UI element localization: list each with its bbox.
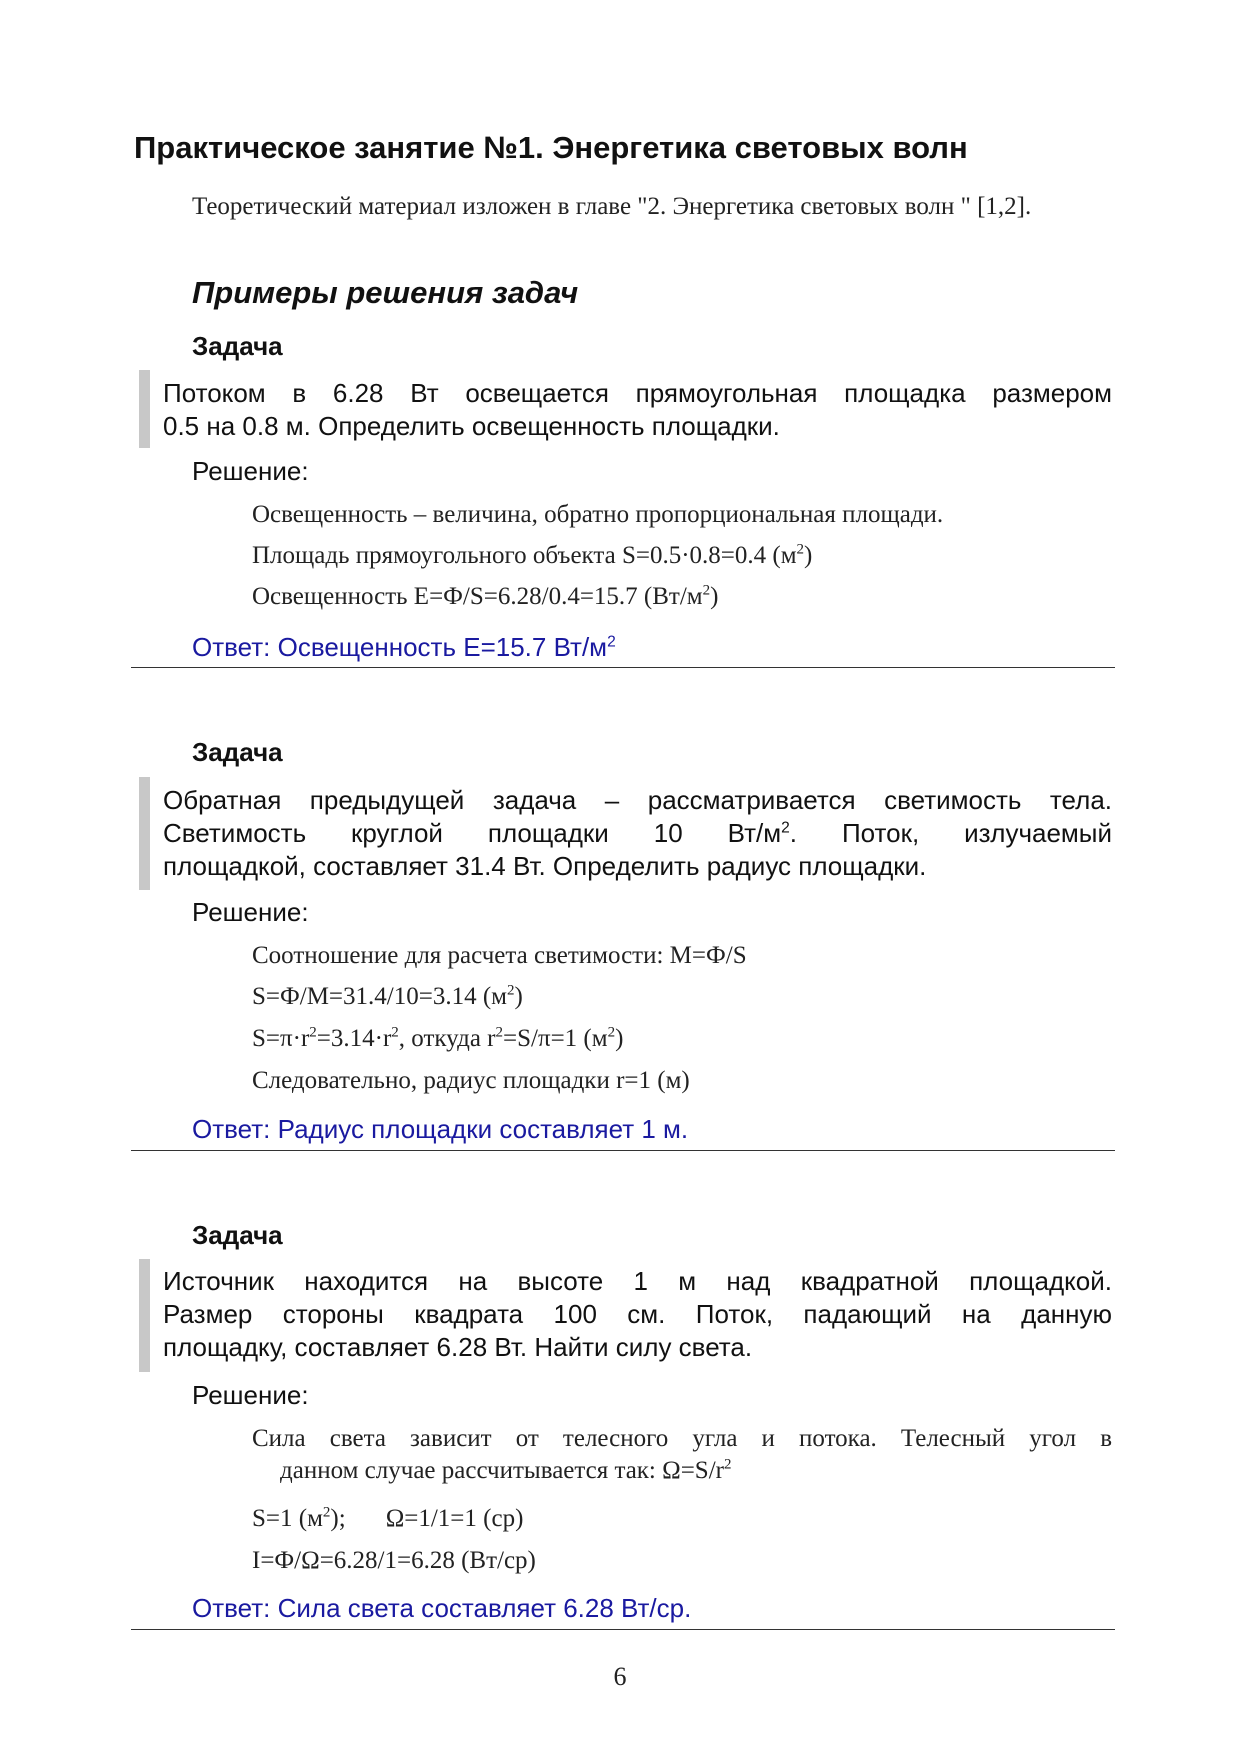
problem-3-statement: [163, 1265, 1112, 1364]
step-text: , откуда r: [398, 1025, 496, 1052]
step-text-end: Ω=1/1=1 (ср): [385, 1505, 524, 1532]
step-text: =3.14·r: [316, 1025, 392, 1052]
problem-3-divider: [131, 1629, 1115, 1630]
problem-2-bar: [139, 777, 150, 890]
step-text: Площадь прямоугольного объекта S=0.5·0.8=0.4 (м: [252, 542, 797, 569]
problem-1-statement: [163, 377, 1112, 443]
problem-2-step-2: [252, 983, 523, 1011]
superscript: 2: [322, 1504, 331, 1521]
intro-text: Теоретический материал изложен в главе "2. Энергетика световых волн " [1,2].: [192, 193, 1032, 220]
superscript: 2: [723, 1456, 732, 1473]
problem-3-step-1: [252, 1423, 1112, 1487]
problem-3-step-1-line-1: Сила света зависит от телесного угла и потока. Телесный угол в: [252, 1425, 1112, 1452]
step-text: S=1 (м: [252, 1505, 323, 1532]
problem-1-step-2: [252, 542, 812, 570]
problem-2-statement-line-3: площадкой, составляет 31.4 Вт. Определить радиус площадки.: [163, 851, 927, 881]
problem-2-step-3: [252, 1025, 623, 1053]
superscript: 2: [506, 982, 515, 999]
statement-text: Светимость круглой площадки 10 Вт/м: [163, 818, 782, 848]
problem-2-step-4: Следовательно, радиус площадки r=1 (м): [252, 1067, 690, 1094]
problem-1-label: Задача: [192, 331, 283, 361]
step-text: );: [330, 1505, 346, 1532]
problem-1-divider: [131, 667, 1115, 668]
problem-2-divider: [131, 1150, 1115, 1151]
problem-2-statement: [163, 784, 1112, 883]
problem-1-statement-line-1: Потоком в 6.28 Вт освещается прямоугольная площадка размером: [163, 378, 1112, 408]
problem-1-bar: [139, 370, 150, 448]
intro-paragraph: [134, 190, 1114, 224]
page-number: 6: [613, 1662, 627, 1691]
superscript: 2: [607, 633, 616, 651]
section-subtitle: Примеры решения задач: [192, 275, 579, 310]
problem-3-step-3: I=Ф/Ω=6.28/1=6.28 (Вт/ср): [252, 1547, 536, 1574]
superscript: 2: [607, 1024, 616, 1041]
step-text-end: ): [804, 542, 813, 569]
step-text-end: ): [615, 1025, 624, 1052]
superscript: 2: [391, 1024, 399, 1041]
problem-3-answer: Ответ: Сила света составляет 6.28 Вт/ср.: [192, 1593, 692, 1623]
superscript: 2: [796, 541, 805, 558]
problem-2-label: Задача: [192, 737, 283, 767]
problem-3-step-1-line-2: [252, 1455, 1112, 1487]
step-text: S=π·r: [252, 1025, 310, 1052]
step-text: =S/π=1 (м: [503, 1025, 608, 1052]
problem-1-solution-label: Решение:: [192, 456, 309, 486]
superscript: 2: [781, 819, 790, 837]
step-text-end: ): [710, 583, 719, 610]
problem-2-step-1: Соотношение для расчета светимости: M=Ф/S: [252, 942, 747, 969]
step-text-end: ): [514, 983, 523, 1010]
superscript: 2: [702, 582, 711, 599]
problem-2-solution-label: Решение:: [192, 897, 309, 927]
problem-3-statement-line-3: площадку, составляет 6.28 Вт. Найти силу света.: [163, 1332, 753, 1362]
problem-1-answer: [192, 632, 616, 663]
superscript: 2: [309, 1024, 317, 1041]
problem-2-statement-line-1: Обратная предыдущей задача – рассматривается светимость тела.: [163, 785, 1112, 815]
step-text: данном случае рассчитывается так: Ω=S/r: [280, 1457, 724, 1484]
problem-3-statement-line-2: Размер стороны квадрата 100 см. Поток, падающий на данную: [163, 1299, 1112, 1329]
statement-text-end: . Поток, излучаемый: [789, 818, 1112, 848]
problem-2-statement-line-2: [163, 817, 1112, 850]
page-title: Практическое занятие №1. Энергетика световых волн: [134, 130, 968, 165]
problem-3-bar: [139, 1259, 150, 1372]
problem-3-statement-line-1: Источник находится на высоте 1 м над квадратной площадкой.: [163, 1266, 1112, 1296]
problem-1-step-3: [252, 583, 718, 611]
answer-text: Ответ: Освещенность E=15.7 Вт/м: [192, 632, 608, 662]
problem-3-label: Задача: [192, 1220, 283, 1250]
problem-3-step-2: [252, 1505, 523, 1533]
step-text: S=Ф/M=31.4/10=3.14 (м: [252, 983, 507, 1010]
step-text: Освещенность E=Ф/S=6.28/0.4=15.7 (Вт/м: [252, 583, 703, 610]
problem-3-solution-label: Решение:: [192, 1380, 309, 1410]
superscript: 2: [495, 1024, 503, 1041]
problem-1-statement-line-2: 0.5 на 0.8 м. Определить освещенность площадки.: [163, 411, 780, 441]
problem-1-step-1: Освещенность – величина, обратно пропорциональная площади.: [252, 501, 944, 528]
problem-2-answer: Ответ: Радиус площадки составляет 1 м.: [192, 1114, 689, 1144]
